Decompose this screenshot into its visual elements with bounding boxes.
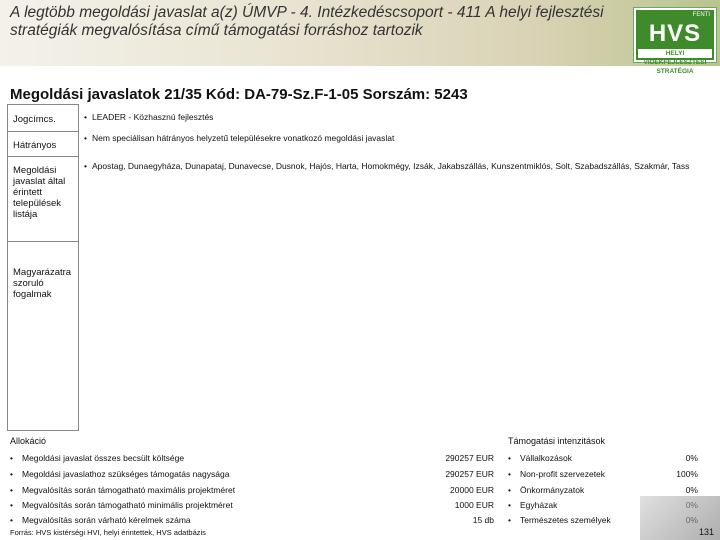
bullet: •	[84, 133, 87, 143]
intenzitas-label: Természetes személyek	[520, 515, 611, 525]
allokacio-label: Megoldási javaslat összes becsült költsége	[22, 453, 185, 463]
allokacio-label: Megoldási javaslathoz szükséges támogatás nagysága	[22, 469, 230, 479]
label-telepulesek: Megoldási javaslat által érintett települések listája	[13, 165, 66, 220]
source-note: Forrás: HVS kistérségi HVI, helyi érintettek, HVS adatbázis	[10, 528, 206, 537]
bullet: •	[508, 515, 511, 525]
logo-tag: FENTI	[692, 12, 710, 18]
page-number: 131	[698, 527, 714, 537]
header-banner	[0, 0, 720, 75]
logo-text: HVS	[648, 20, 702, 47]
bullet: •	[10, 500, 13, 510]
left-label-column	[7, 104, 79, 431]
allokacio-value: 20000 EUR	[450, 485, 494, 495]
bullet: •	[508, 469, 511, 479]
divider	[8, 156, 78, 157]
divider	[8, 131, 78, 132]
allokacio-value: 15 db	[472, 515, 494, 525]
intenzitas-value: 0%	[685, 453, 698, 463]
bullet: •	[84, 112, 87, 122]
section-title: Megoldási javaslatok 21/35 Kód: DA-79-Sz.F-1-05 Sorszám: 5243	[10, 86, 468, 103]
bullet: •	[508, 500, 511, 510]
intenzitas-label: Egyházak	[520, 500, 558, 510]
intenzitas-label: Önkormányzatok	[520, 485, 585, 495]
allokacio-row	[10, 515, 500, 529]
allokacio-row	[10, 500, 500, 514]
label-hatranyos: Hátrányos	[13, 140, 57, 151]
row-hatranyos	[84, 133, 712, 144]
bullet: •	[10, 453, 13, 463]
intenzitas-row	[508, 453, 698, 467]
row-jogcim	[84, 112, 712, 123]
divider	[8, 241, 78, 242]
intenzitas-label: Non-profit szervezetek	[520, 469, 606, 479]
bullet: •	[10, 485, 13, 495]
allokacio-value: 1000 EUR	[454, 500, 494, 510]
allokacio-row	[10, 453, 500, 467]
intenzitas-value: 0%	[685, 485, 698, 495]
allokacio-heading: Allokáció	[10, 436, 47, 446]
logo-subtitle: HELYI VIDÉKFEJLESZTÉSI STRATÉGIA	[638, 49, 712, 58]
label-jogcimcs: Jogcímcs.	[13, 114, 56, 125]
row-telepulesek	[84, 161, 692, 172]
allokacio-value: 290257 EUR	[445, 453, 494, 463]
hvs-logo	[634, 8, 716, 75]
intenzitas-value: 100%	[676, 469, 698, 479]
allokacio-row	[10, 485, 500, 499]
label-fogalmak: Magyarázatra szoruló fogalmak	[13, 267, 72, 300]
allokacio-label: Megvalósítás során támogatható minimális projektméret	[22, 500, 233, 510]
intenzitas-row	[508, 469, 698, 483]
bullet: •	[84, 161, 87, 171]
bullet: •	[10, 515, 13, 525]
intenzitas-label: Vállalkozások	[520, 453, 572, 463]
row-telepulesek-text: Apostag, Dunaegyháza, Dunapataj, Dunavecse, Dusnok, Hajós, Harta, Homokmégy, Izsák, Jakabszállás, Kunszentmiklós, Solt, Szabadszállás, Szakmár, Tass	[92, 161, 690, 171]
row-hatranyos-text: Nem speciálisan hátrányos helyzetű településekre vonatkozó megoldási javaslat	[92, 133, 395, 143]
bullet: •	[508, 453, 511, 463]
row-jogcim-text: LEADER - Közhasznú fejlesztés	[92, 112, 214, 122]
allokacio-label: Megvalósítás során támogatható maximális projektméret	[22, 485, 236, 495]
allokacio-row	[10, 469, 500, 483]
page-header-title: A legtöbb megoldási javaslat a(z) ÚMVP - 4. Intézkedéscsoport - 411 A helyi fejlesztési stratégiák megvalósítása című támogatási forráshoz tartozik	[10, 4, 604, 39]
allokacio-label: Megvalósítás során várható kérelmek száma	[22, 515, 191, 525]
bullet: •	[10, 469, 13, 479]
bullet: •	[508, 485, 511, 495]
allokacio-value: 290257 EUR	[445, 469, 494, 479]
intenzitas-heading: Támogatási intenzitások	[508, 436, 606, 446]
